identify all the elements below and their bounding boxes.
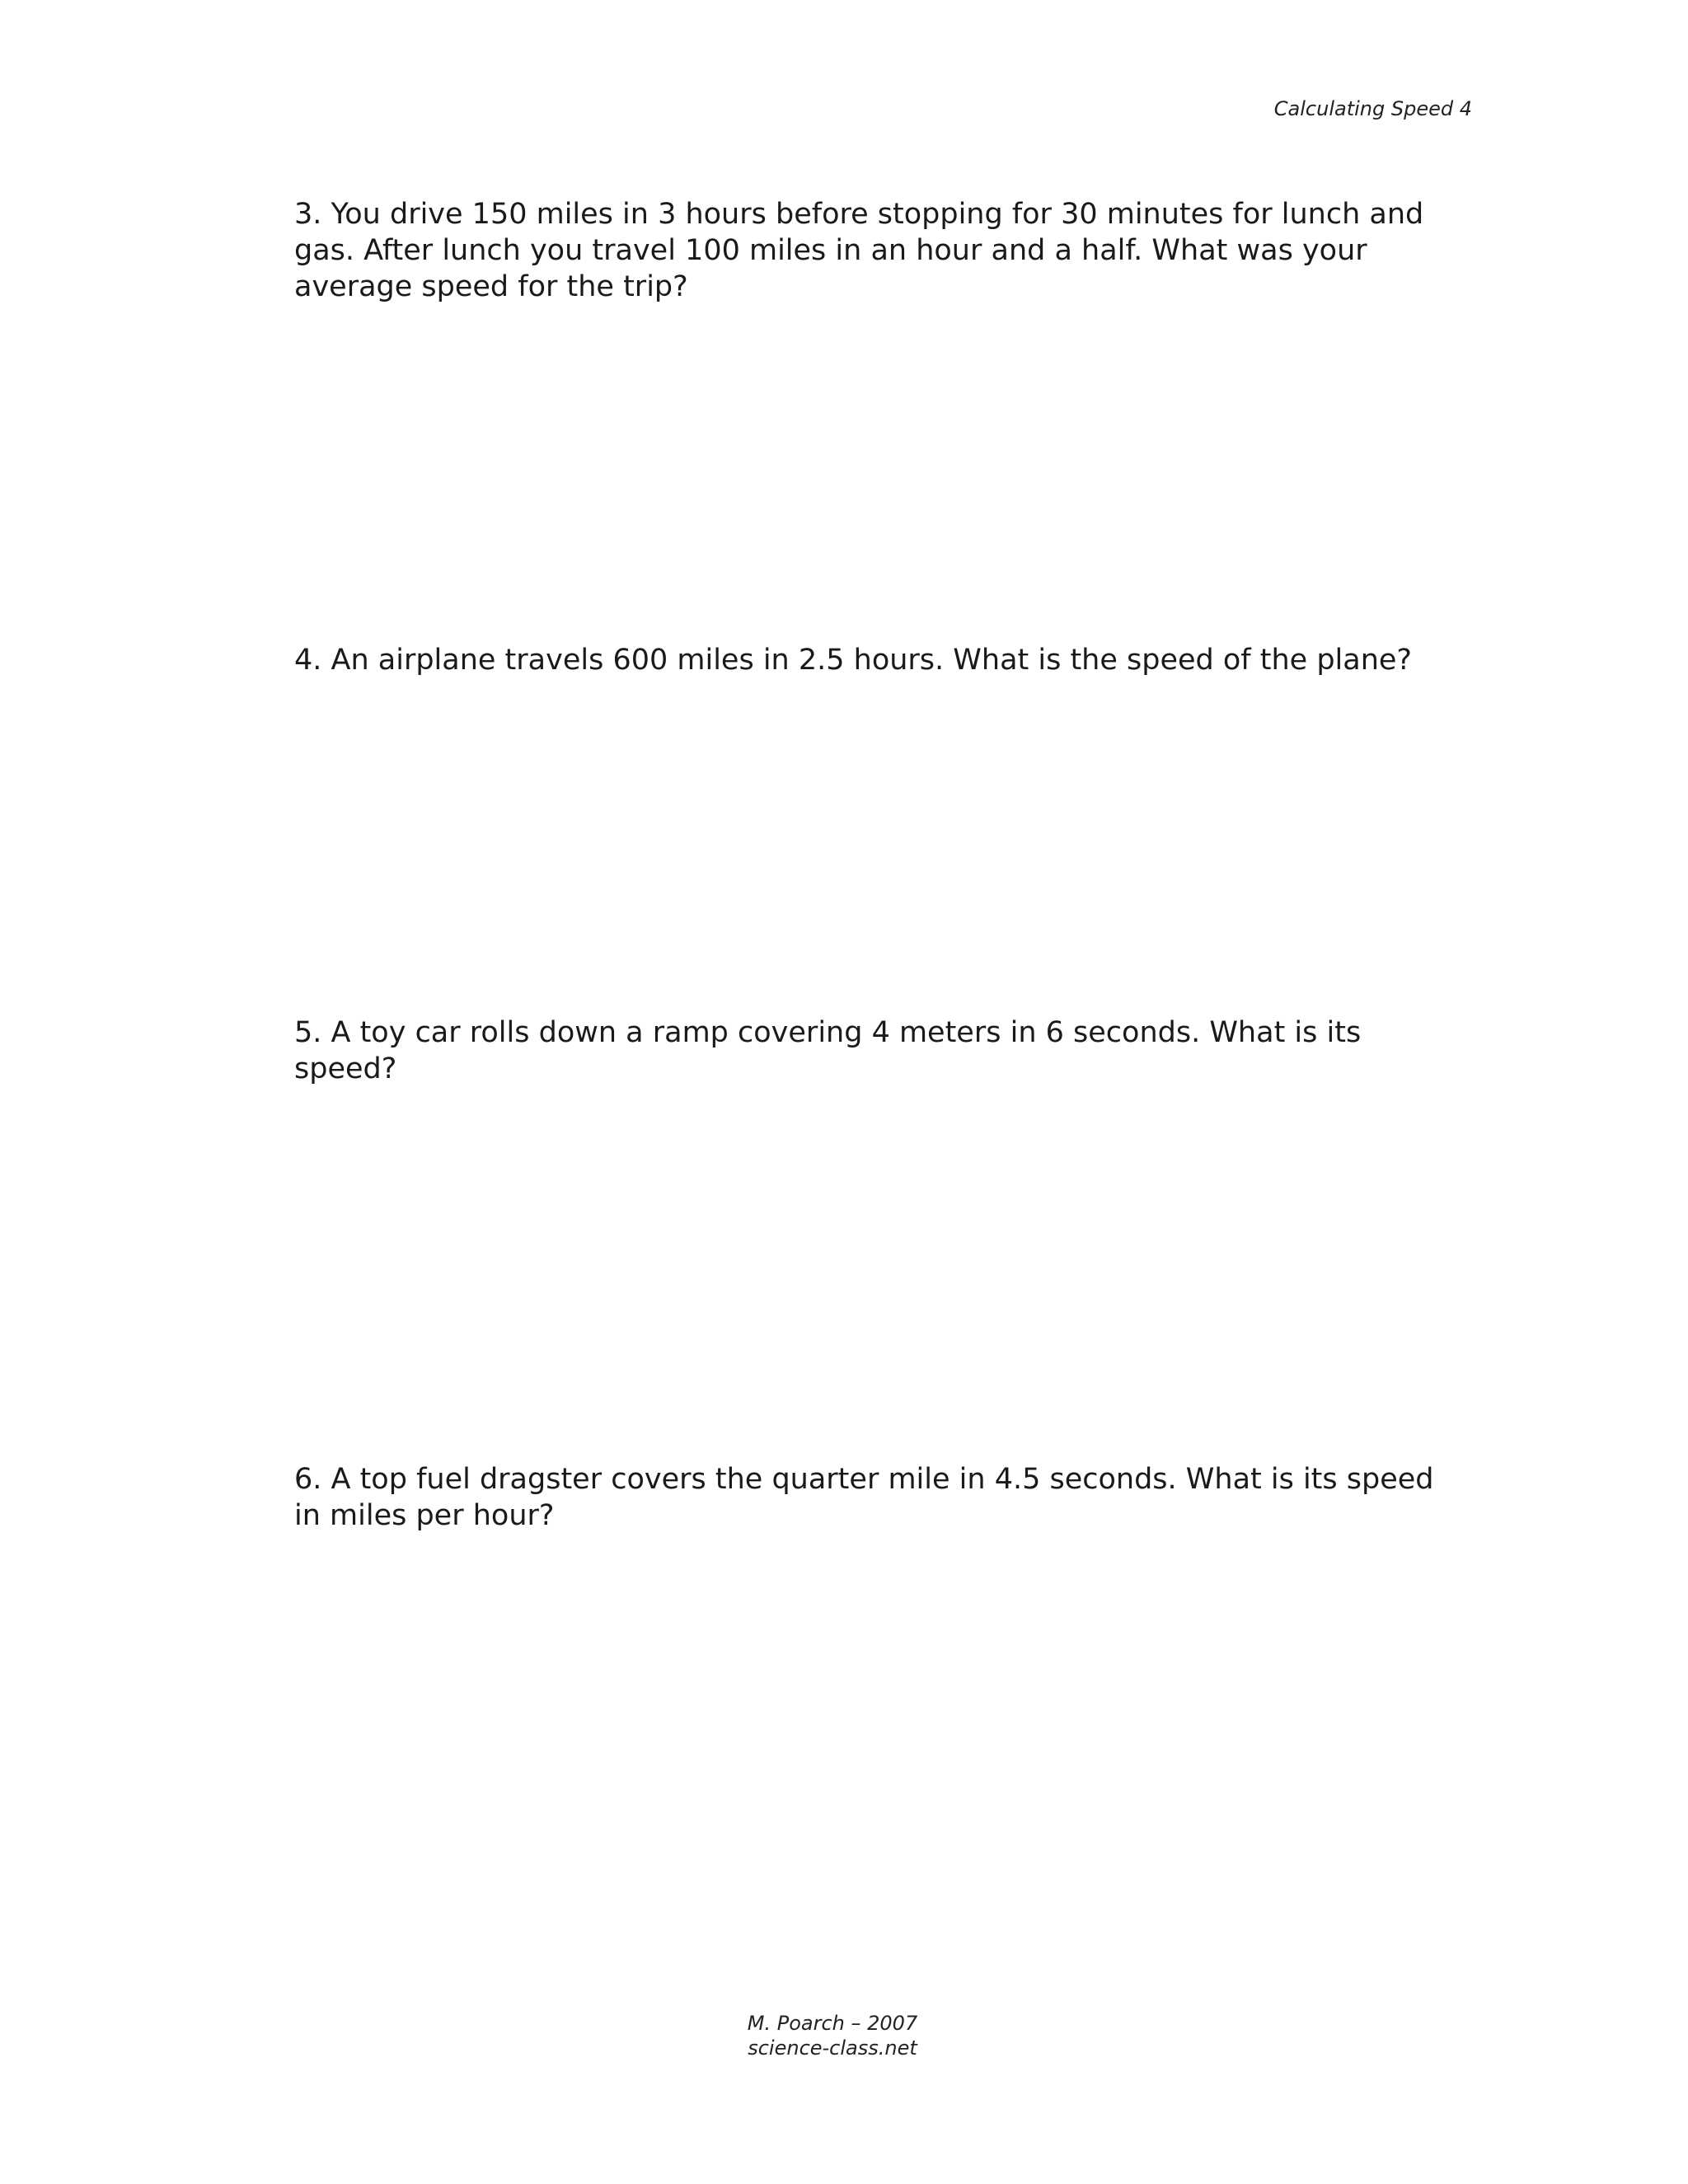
page-header-title: Calculating Speed 4 xyxy=(1273,97,1472,120)
question-3: 3. You drive 150 miles in 3 hours before stopping for 30 minutes for lunch and gas. After lunch you travel 100 miles in an hour and a half. What was your average speed for the trip? xyxy=(294,198,1424,303)
question-5: 5. A toy car rolls down a ramp covering 4 meters in 6 seconds. What is its speed? xyxy=(294,1016,1362,1085)
footer-author: M. Poarch – 2007 xyxy=(747,2012,918,2035)
footer-website: science-class.net xyxy=(748,2036,917,2060)
question-4: 4. An airplane travels 600 miles in 2.5 hours. What is the speed of the plane? xyxy=(294,644,1412,677)
page-footer xyxy=(0,2011,1665,2060)
question-6: 6. A top fuel dragster covers the quarter mile in 4.5 seconds. What is its speed in miles per hour? xyxy=(294,1463,1434,1532)
